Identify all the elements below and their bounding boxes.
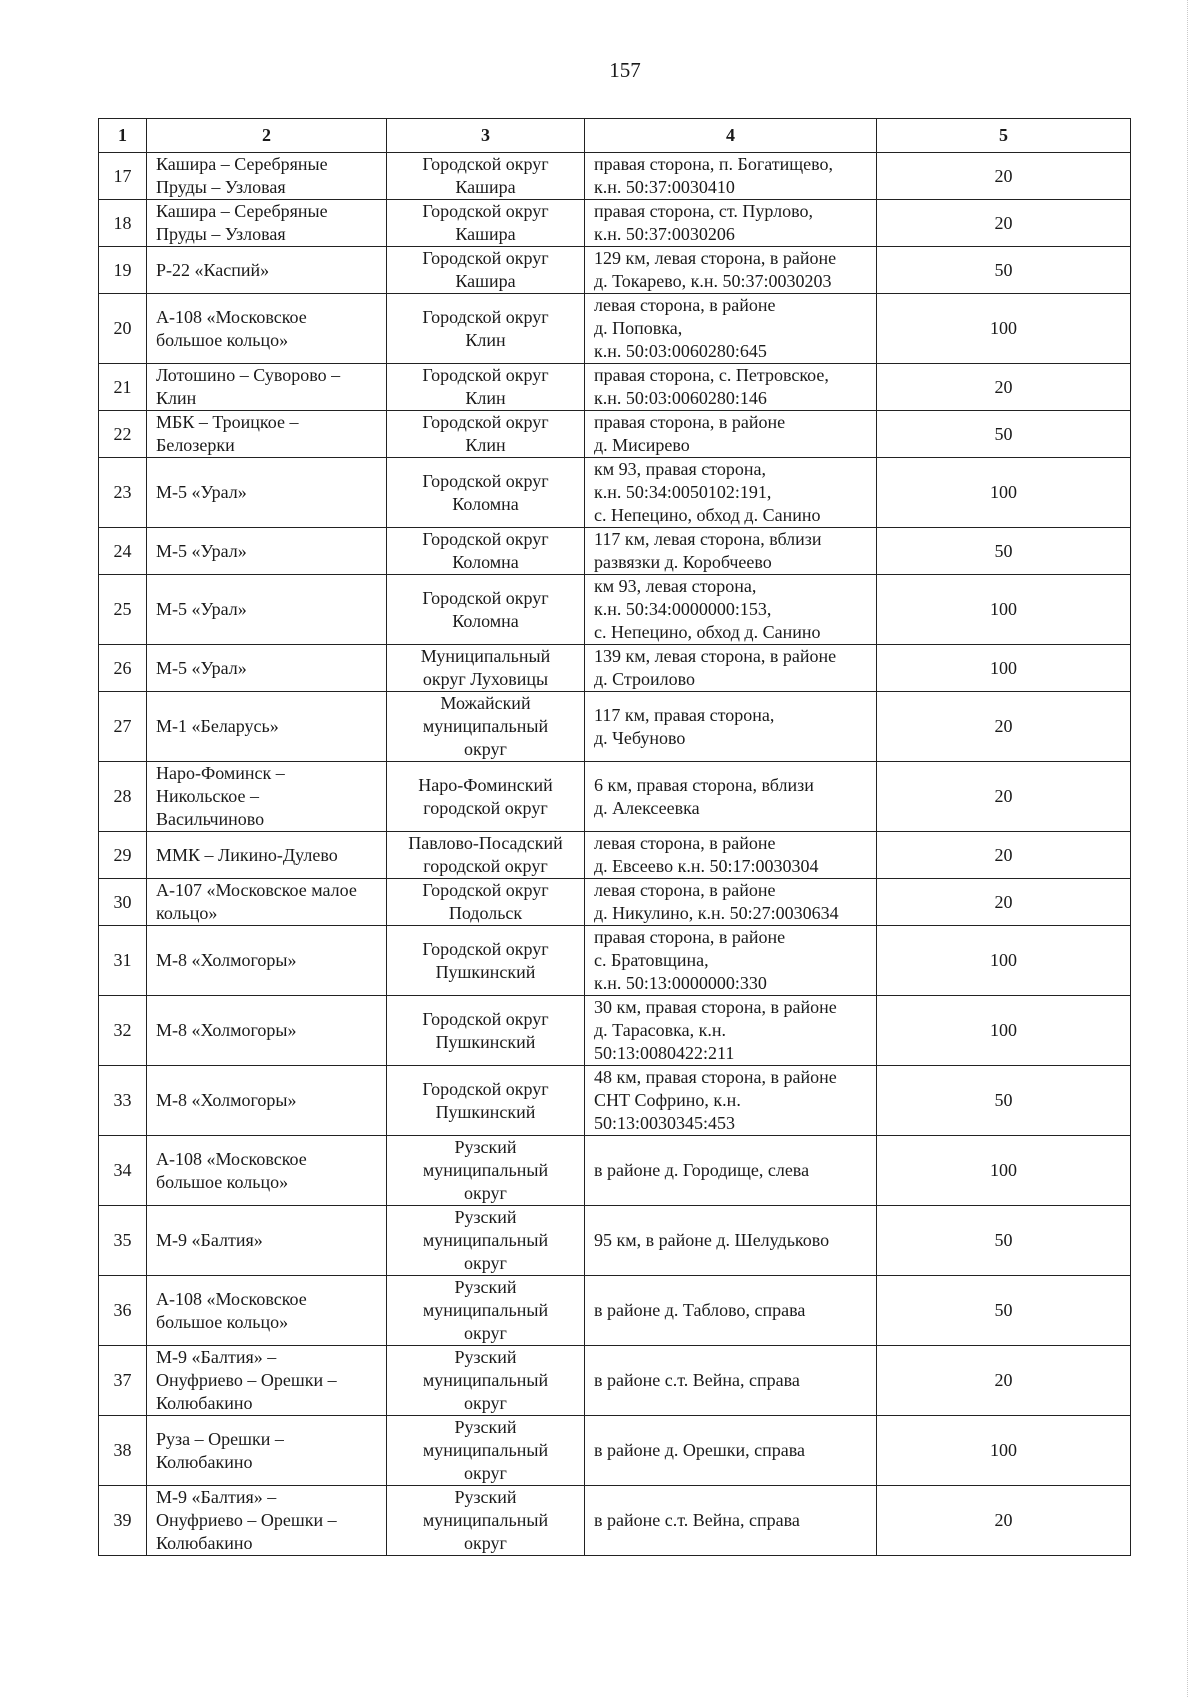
value-cell-cell <box>877 1346 1131 1416</box>
location-description: 48 км, правая сторона, в районе СНТ Софрино, к.н. 50:13:0030345:453 <box>594 1067 837 1133</box>
district-name: Городской округ Кашира <box>422 154 549 197</box>
row-number-cell <box>99 575 147 645</box>
table-row <box>99 1276 1131 1346</box>
district-name-cell <box>387 996 585 1066</box>
row-number: 37 <box>113 1370 132 1390</box>
district-name: Наро-Фоминский городской округ <box>418 774 553 818</box>
district-name: Рузский муниципальный округ <box>422 1137 549 1203</box>
value-cell-cell <box>877 1276 1131 1346</box>
road-name-cell <box>147 364 387 411</box>
row-number-cell <box>99 200 147 247</box>
district-name-cell <box>387 762 585 832</box>
value-cell: 50 <box>994 259 1013 280</box>
row-number: 35 <box>113 1230 132 1250</box>
location-description: в районе д. Орешки, справа <box>594 1440 805 1460</box>
district-name-cell <box>387 200 585 247</box>
location-description-cell <box>585 528 877 575</box>
table-row <box>99 1346 1131 1416</box>
row-number-cell <box>99 1136 147 1206</box>
row-number-cell <box>99 832 147 879</box>
value-cell: 50 <box>994 423 1013 444</box>
road-name-cell <box>147 458 387 528</box>
value-cell: 20 <box>994 212 1013 233</box>
row-number: 36 <box>113 1300 132 1320</box>
road-name-cell <box>147 996 387 1066</box>
value-cell: 20 <box>994 891 1013 912</box>
location-description-cell <box>585 1346 877 1416</box>
scan-edge-strip <box>1187 0 1194 1697</box>
value-cell-cell <box>877 575 1131 645</box>
row-number-cell <box>99 692 147 762</box>
road-name: Лотошино – Суворово – Клин <box>156 365 341 408</box>
location-description-cell <box>585 996 877 1066</box>
data-table <box>98 118 1131 1556</box>
location-description-cell <box>585 1276 877 1346</box>
table-row <box>99 153 1131 200</box>
district-name: Городской округ Клин <box>422 306 549 350</box>
row-number-cell <box>99 528 147 575</box>
road-name-cell <box>147 1136 387 1206</box>
location-description: 95 км, в районе д. Шелудьково <box>594 1230 830 1250</box>
value-cell: 100 <box>990 482 1017 502</box>
road-name-cell <box>147 200 387 247</box>
road-name: Наро-Фоминск – Никольское – Васильчиново <box>156 763 285 829</box>
location-description-cell <box>585 926 877 996</box>
district-name-cell <box>387 458 585 528</box>
location-description-cell <box>585 294 877 364</box>
value-cell: 100 <box>990 950 1017 970</box>
location-description-cell <box>585 645 877 692</box>
road-name: Руза – Орешки – Колюбакино <box>156 1428 284 1472</box>
row-number-cell <box>99 294 147 364</box>
row-number: 33 <box>113 1090 132 1110</box>
row-number: 19 <box>113 259 132 280</box>
location-description-cell <box>585 1416 877 1486</box>
table-row <box>99 528 1131 575</box>
row-number-cell <box>99 458 147 528</box>
location-description-cell <box>585 153 877 200</box>
row-number-cell <box>99 153 147 200</box>
table-row <box>99 200 1131 247</box>
column-header: 3 <box>387 119 585 153</box>
road-name: М-1 «Беларусь» <box>156 716 279 736</box>
location-description: в районе с.т. Вейна, справа <box>594 1510 800 1530</box>
district-name: Рузский муниципальный округ <box>422 1207 549 1273</box>
district-name-cell <box>387 364 585 411</box>
table-row <box>99 692 1131 762</box>
value-cell-cell <box>877 364 1131 411</box>
value-cell-cell <box>877 762 1131 832</box>
value-cell-cell <box>877 411 1131 458</box>
district-name: Городской округ Коломна <box>422 529 549 572</box>
location-description-cell <box>585 458 877 528</box>
value-cell-cell <box>877 996 1131 1066</box>
road-name-cell <box>147 1486 387 1556</box>
district-name-cell <box>387 411 585 458</box>
value-cell: 20 <box>994 1510 1013 1530</box>
road-name-cell <box>147 1416 387 1486</box>
location-description-cell <box>585 762 877 832</box>
row-number: 39 <box>113 1510 132 1530</box>
district-name: Рузский муниципальный округ <box>422 1487 549 1553</box>
location-description: 139 км, левая сторона, в районе д. Строилово <box>594 646 837 689</box>
road-name-cell <box>147 832 387 879</box>
location-description-cell <box>585 1486 877 1556</box>
value-cell: 100 <box>990 1440 1017 1460</box>
road-name-cell <box>147 528 387 575</box>
district-name: Муниципальный округ Луховицы <box>420 646 551 689</box>
district-name-cell <box>387 1416 585 1486</box>
road-name-cell <box>147 247 387 294</box>
road-name-cell <box>147 1206 387 1276</box>
table-row <box>99 996 1131 1066</box>
table-row <box>99 879 1131 926</box>
district-name-cell <box>387 1066 585 1136</box>
value-cell-cell <box>877 294 1131 364</box>
road-name: МБК – Троицкое – Белозерки <box>156 412 299 455</box>
location-description-cell <box>585 411 877 458</box>
district-name: Рузский муниципальный округ <box>422 1347 549 1413</box>
value-cell: 100 <box>990 1020 1017 1040</box>
row-number-cell <box>99 645 147 692</box>
road-name: А-108 «Московское большое кольцо» <box>156 306 307 350</box>
location-description-cell <box>585 1066 877 1136</box>
location-description-cell <box>585 247 877 294</box>
column-header: 1 <box>99 119 147 153</box>
value-cell-cell <box>877 926 1131 996</box>
table-header-row <box>99 119 1131 153</box>
location-description-cell <box>585 1136 877 1206</box>
road-name-cell <box>147 575 387 645</box>
row-number: 21 <box>113 376 132 397</box>
district-name-cell <box>387 294 585 364</box>
table-row <box>99 1486 1131 1556</box>
value-cell-cell <box>877 832 1131 879</box>
row-number-cell <box>99 1486 147 1556</box>
district-name: Можайский муниципальный округ <box>422 693 549 759</box>
row-number-cell <box>99 1066 147 1136</box>
district-name: Городской округ Кашира <box>422 248 549 291</box>
location-description: правая сторона, ст. Пурлово, к.н. 50:37:0030206 <box>594 201 814 244</box>
row-number: 22 <box>113 423 132 444</box>
value-cell: 20 <box>994 844 1013 865</box>
value-cell-cell <box>877 645 1131 692</box>
value-cell-cell <box>877 153 1131 200</box>
road-name-cell <box>147 153 387 200</box>
location-description: км 93, левая сторона, к.н. 50:34:0000000:153, с. Непецино, обход д. Санино <box>594 576 821 642</box>
row-number-cell <box>99 247 147 294</box>
location-description: правая сторона, в районе с. Братовщина, к.н. 50:13:0000000:330 <box>594 927 786 993</box>
road-name: М-9 «Балтия» – Онуфриево – Орешки – Колюбакино <box>156 1487 337 1553</box>
row-number-cell <box>99 1416 147 1486</box>
table-row <box>99 411 1131 458</box>
row-number-cell <box>99 1276 147 1346</box>
road-name: М-8 «Холмогоры» <box>156 1020 297 1040</box>
row-number: 25 <box>113 599 132 619</box>
location-description-cell <box>585 200 877 247</box>
road-name-cell <box>147 692 387 762</box>
location-description: 117 км, левая сторона, вблизи развязки д. Коробчеево <box>594 529 822 572</box>
district-name: Городской округ Пушкинский <box>422 938 549 982</box>
district-name-cell <box>387 575 585 645</box>
district-name: Рузский муниципальный округ <box>422 1277 549 1343</box>
row-number-cell <box>99 1206 147 1276</box>
location-description: 6 км, правая сторона, вблизи д. Алексеевка <box>594 774 814 818</box>
table-row <box>99 926 1131 996</box>
table-row <box>99 294 1131 364</box>
column-header: 5 <box>877 119 1131 153</box>
district-name-cell <box>387 645 585 692</box>
district-name: Павлово-Посадский городской округ <box>408 833 563 876</box>
road-name: ММК – Ликино-Дулево <box>156 844 338 865</box>
road-name-cell <box>147 762 387 832</box>
district-name-cell <box>387 926 585 996</box>
district-name: Рузский муниципальный округ <box>422 1417 549 1483</box>
road-name-cell <box>147 1276 387 1346</box>
value-cell-cell <box>877 1416 1131 1486</box>
table-row <box>99 645 1131 692</box>
location-description: в районе д. Городище, слева <box>594 1160 810 1180</box>
road-name-cell <box>147 411 387 458</box>
location-description: в районе с.т. Вейна, справа <box>594 1370 800 1390</box>
table-row <box>99 364 1131 411</box>
value-cell: 50 <box>994 1230 1013 1250</box>
location-description: правая сторона, в районе д. Мисирево <box>594 412 786 455</box>
value-cell: 100 <box>990 318 1017 338</box>
table-row <box>99 832 1131 879</box>
value-cell-cell <box>877 1486 1131 1556</box>
location-description: левая сторона, в районе д. Поповка, к.н. 50:03:0060280:645 <box>594 295 776 361</box>
value-cell-cell <box>877 1066 1131 1136</box>
row-number-cell <box>99 411 147 458</box>
location-description: 129 км, левая сторона, в районе д. Токарево, к.н. 50:37:0030203 <box>594 248 837 291</box>
road-name: Р-22 «Каспий» <box>156 259 270 280</box>
row-number-cell <box>99 996 147 1066</box>
value-cell-cell <box>877 200 1131 247</box>
location-description-cell <box>585 1206 877 1276</box>
row-number: 27 <box>113 716 132 736</box>
location-description: 117 км, правая сторона, д. Чебуново <box>594 704 775 748</box>
district-name: Городской округ Клин <box>422 412 549 455</box>
district-name: Городской округ Клин <box>422 365 549 408</box>
row-number: 17 <box>113 165 132 186</box>
value-cell-cell <box>877 458 1131 528</box>
row-number-cell <box>99 879 147 926</box>
table-row <box>99 1206 1131 1276</box>
location-description: правая сторона, п. Богатищево, к.н. 50:37:0030410 <box>594 154 833 197</box>
district-name-cell <box>387 1486 585 1556</box>
table-row <box>99 1136 1131 1206</box>
row-number: 30 <box>113 891 132 912</box>
value-cell: 50 <box>994 1090 1013 1110</box>
road-name: М-5 «Урал» <box>156 599 247 619</box>
value-cell: 50 <box>994 540 1013 561</box>
value-cell-cell <box>877 247 1131 294</box>
value-cell: 20 <box>994 786 1013 806</box>
location-description: левая сторона, в районе д. Евсеево к.н. 50:17:0030304 <box>594 833 819 876</box>
road-name-cell <box>147 294 387 364</box>
table-row <box>99 1066 1131 1136</box>
table-body <box>99 153 1131 1556</box>
row-number: 23 <box>113 482 132 502</box>
row-number: 38 <box>113 1440 132 1460</box>
road-name: А-108 «Московское большое кольцо» <box>156 1288 307 1332</box>
district-name-cell <box>387 528 585 575</box>
value-cell-cell <box>877 879 1131 926</box>
row-number: 18 <box>113 212 132 233</box>
district-name-cell <box>387 1136 585 1206</box>
row-number-cell <box>99 1346 147 1416</box>
road-name: М-8 «Холмогоры» <box>156 1090 297 1110</box>
road-name: М-9 «Балтия» – Онуфриево – Орешки – Колюбакино <box>156 1347 337 1413</box>
value-cell: 20 <box>994 716 1013 736</box>
row-number-cell <box>99 762 147 832</box>
row-number: 24 <box>113 540 132 561</box>
road-name: М-8 «Холмогоры» <box>156 950 297 970</box>
road-name: Кашира – Серебряные Пруды – Узловая <box>156 201 328 244</box>
table-row <box>99 762 1131 832</box>
district-name-cell <box>387 692 585 762</box>
table-row <box>99 575 1131 645</box>
district-name: Городской округ Подольск <box>422 880 549 923</box>
row-number: 20 <box>113 318 132 338</box>
road-name-cell <box>147 926 387 996</box>
value-cell: 20 <box>994 376 1013 397</box>
road-name: М-9 «Балтия» <box>156 1230 263 1250</box>
road-name-cell <box>147 645 387 692</box>
road-name-cell <box>147 879 387 926</box>
location-description: км 93, правая сторона, к.н. 50:34:0050102:191, с. Непецино, обход д. Санино <box>594 459 821 525</box>
district-name-cell <box>387 153 585 200</box>
road-name: А-107 «Московское малое кольцо» <box>156 880 357 923</box>
row-number-cell <box>99 364 147 411</box>
location-description-cell <box>585 879 877 926</box>
table-row <box>99 458 1131 528</box>
location-description: правая сторона, с. Петровское, к.н. 50:03:0060280:146 <box>594 365 829 408</box>
location-description: 30 км, правая сторона, в районе д. Тарасовка, к.н. 50:13:0080422:211 <box>594 997 837 1063</box>
row-number: 28 <box>113 786 132 806</box>
district-name: Городской округ Коломна <box>422 470 549 514</box>
column-header: 4 <box>585 119 877 153</box>
value-cell: 50 <box>994 1300 1013 1320</box>
value-cell: 20 <box>994 165 1013 186</box>
road-name: М-5 «Урал» <box>156 482 247 502</box>
district-name-cell <box>387 1276 585 1346</box>
row-number-cell <box>99 926 147 996</box>
district-name-cell <box>387 832 585 879</box>
road-name: Кашира – Серебряные Пруды – Узловая <box>156 154 328 197</box>
value-cell-cell <box>877 692 1131 762</box>
district-name: Городской округ Пушкинский <box>422 1008 549 1052</box>
page-number: 157 <box>609 58 641 82</box>
location-description-cell <box>585 832 877 879</box>
value-cell: 100 <box>990 1160 1017 1180</box>
row-number: 29 <box>113 844 132 865</box>
road-name-cell <box>147 1346 387 1416</box>
district-name-cell <box>387 879 585 926</box>
value-cell: 100 <box>990 657 1017 678</box>
district-name-cell <box>387 1346 585 1416</box>
district-name: Городской округ Кашира <box>422 201 549 244</box>
district-name: Городской округ Пушкинский <box>422 1078 549 1122</box>
value-cell: 100 <box>990 599 1017 619</box>
road-name: М-5 «Урал» <box>156 657 247 678</box>
value-cell-cell <box>877 528 1131 575</box>
row-number: 26 <box>113 657 132 678</box>
location-description-cell <box>585 692 877 762</box>
column-header: 2 <box>147 119 387 153</box>
location-description: левая сторона, в районе д. Никулино, к.н. 50:27:0030634 <box>594 880 839 923</box>
value-cell-cell <box>877 1206 1131 1276</box>
district-name: Городской округ Коломна <box>422 587 549 631</box>
row-number: 31 <box>113 950 132 970</box>
table-row <box>99 247 1131 294</box>
value-cell-cell <box>877 1136 1131 1206</box>
location-description-cell <box>585 575 877 645</box>
value-cell: 20 <box>994 1370 1013 1390</box>
location-description-cell <box>585 364 877 411</box>
road-name: А-108 «Московское большое кольцо» <box>156 1148 307 1192</box>
table-row <box>99 1416 1131 1486</box>
location-description: в районе д. Таблово, справа <box>594 1300 806 1320</box>
district-name-cell <box>387 247 585 294</box>
row-number: 32 <box>113 1020 132 1040</box>
district-name-cell <box>387 1206 585 1276</box>
road-name: М-5 «Урал» <box>156 540 247 561</box>
road-name-cell <box>147 1066 387 1136</box>
row-number: 34 <box>113 1160 132 1180</box>
